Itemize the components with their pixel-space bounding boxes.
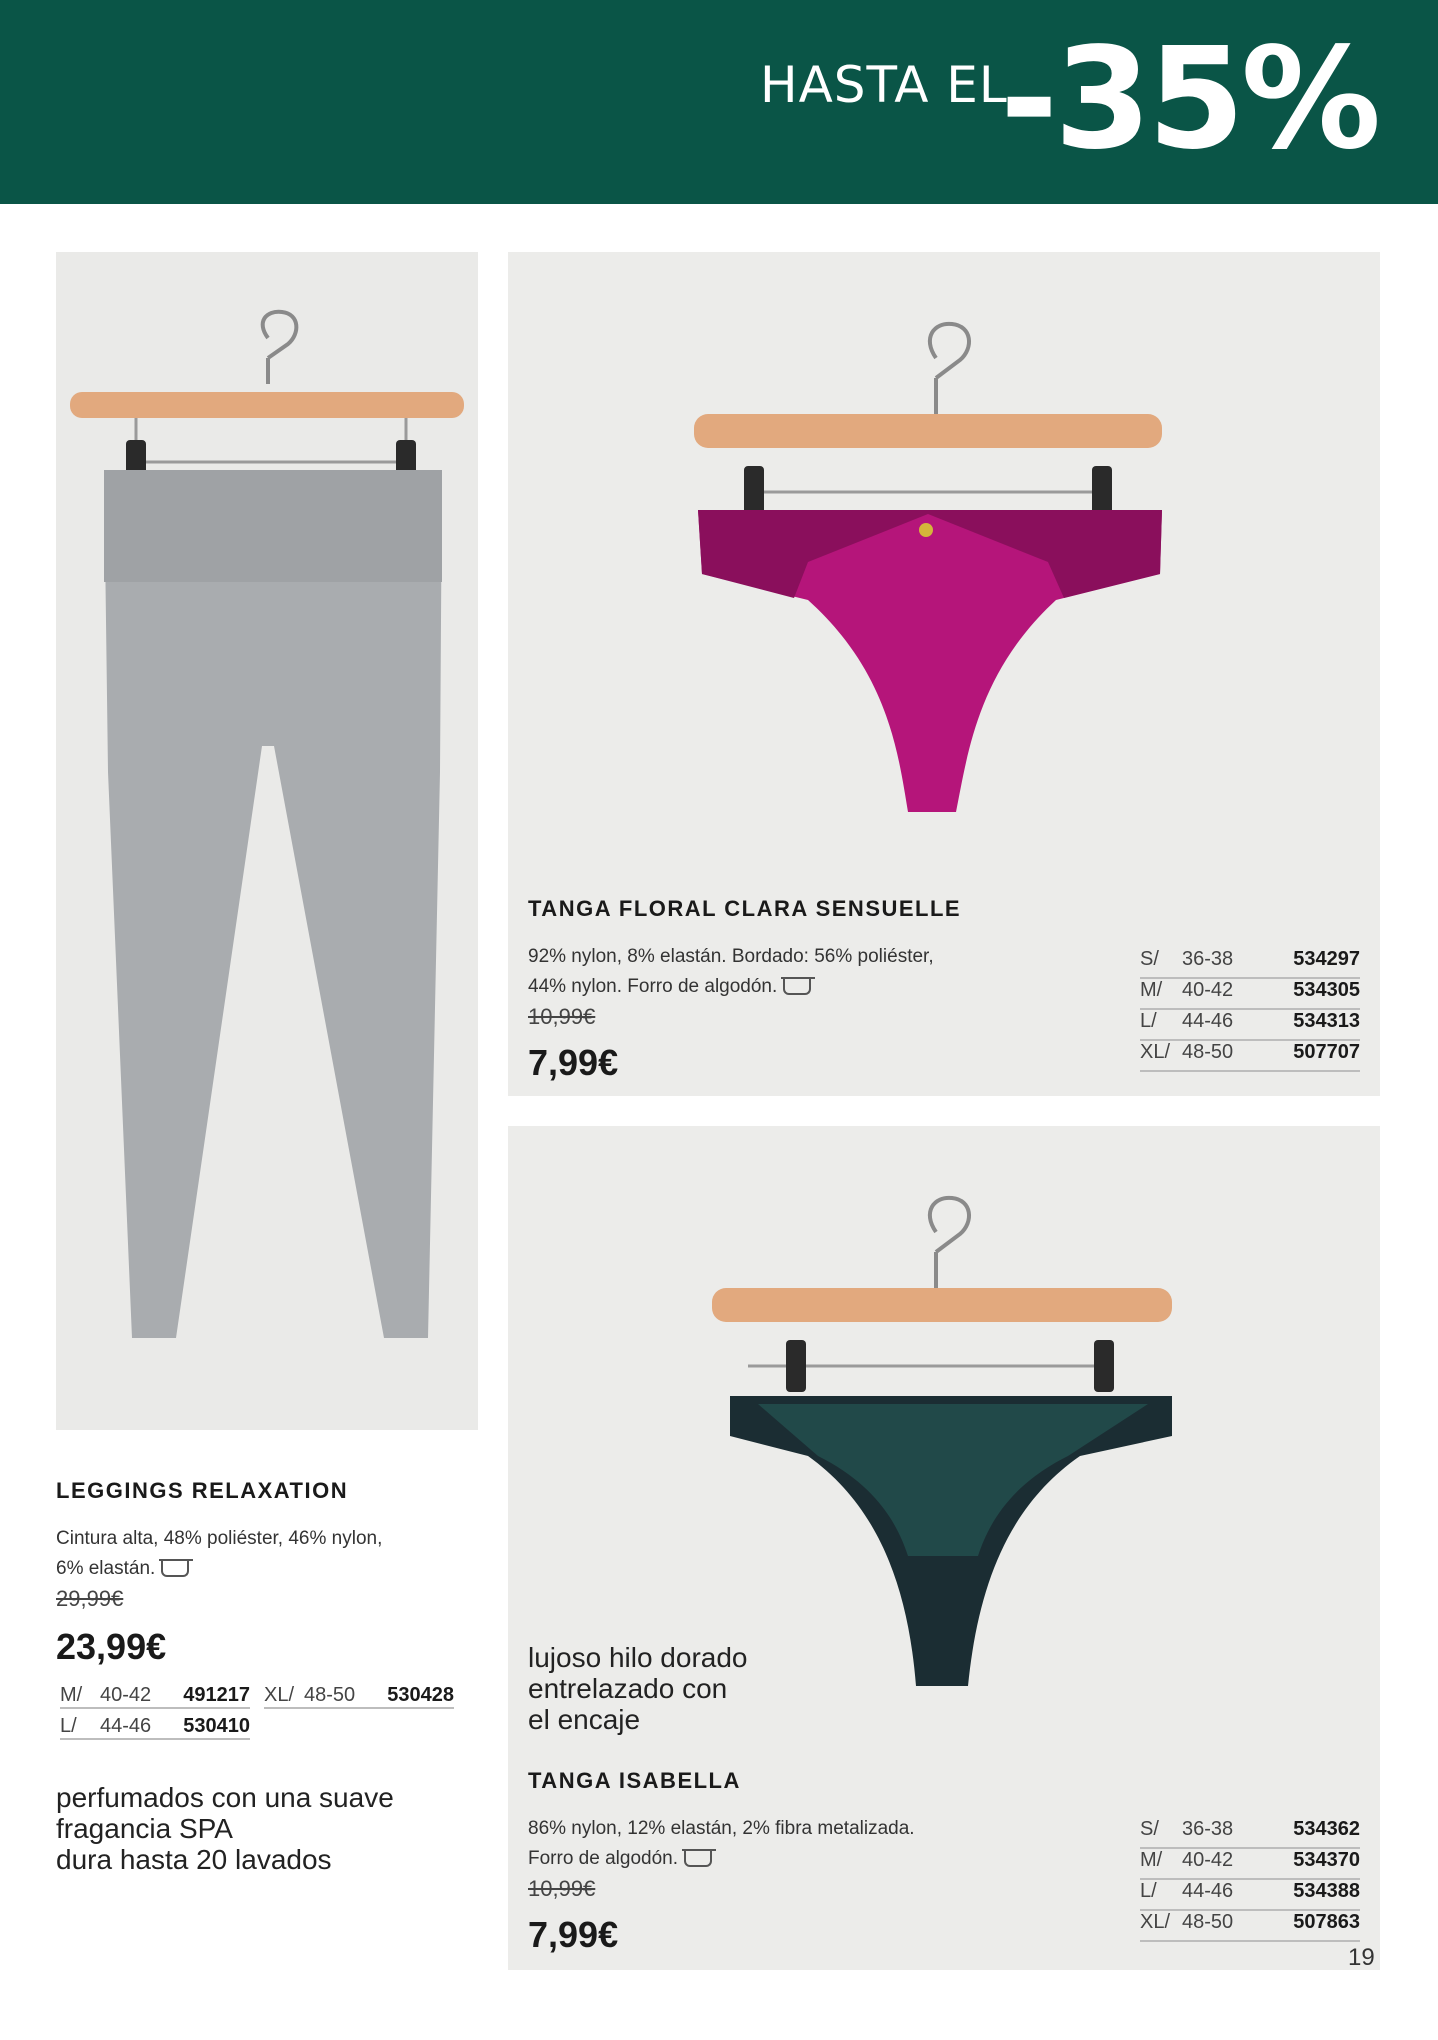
size-row: M/ 40-42 534370	[1140, 1849, 1360, 1880]
leggings-title: LEGGINGS RELAXATION	[56, 1478, 349, 1503]
size-row: L/ 44-46 530410	[60, 1715, 250, 1740]
tanga-isabella-old-price: 10,99€	[528, 1876, 596, 1901]
size-row: M/ 40-42 491217	[60, 1684, 250, 1709]
hand-wash-icon	[161, 1559, 189, 1577]
tanga-isabella-description: 86% nylon, 12% elastán, 2% fibra metalizada. Forro de algodón.	[528, 1818, 915, 1869]
tanga-clara-price: 7,99€	[528, 1042, 619, 1083]
tanga-isabella-title: TANGA ISABELLA	[528, 1768, 741, 1793]
size-row: XL/ 48-50 507707	[1140, 1041, 1360, 1072]
hand-wash-icon	[783, 977, 811, 995]
tanga-clara-description: 92% nylon, 8% elastán. Bordado: 56% poliéster, 44% nylon. Forro de algodón.	[528, 946, 934, 997]
tanga-clara-size-table	[1140, 948, 1360, 1072]
size-row: L/ 44-46 534388	[1140, 1880, 1360, 1911]
leggings-old-price: 29,99€	[56, 1586, 124, 1611]
tanga-isabella-price: 7,99€	[528, 1914, 619, 1955]
leggings-size-table	[60, 1684, 468, 1746]
page-number: 19	[1348, 1944, 1375, 1971]
size-row: XL/ 48-50 530428	[264, 1684, 454, 1709]
hand-wash-icon	[684, 1849, 712, 1867]
leggings-price: 23,99€	[56, 1626, 167, 1667]
tanga-isabella-callout: lujoso hilo dorado entrelazado con el encaje	[528, 1642, 748, 1735]
size-row: L/ 44-46 534313	[1140, 1010, 1360, 1041]
leggings-photo	[56, 252, 478, 1430]
tanga-isabella-size-table	[1140, 1818, 1360, 1942]
size-row: S/ 36-38 534362	[1140, 1818, 1360, 1849]
leggings-description: Cintura alta, 48% poliéster, 46% nylon, 6% elastán.	[56, 1528, 383, 1579]
banner-prefix: HASTA EL	[760, 56, 1008, 114]
size-row: XL/ 48-50 507863	[1140, 1911, 1360, 1942]
tanga-clara-old-price: 10,99€	[528, 1004, 596, 1029]
size-row: S/ 36-38 534297	[1140, 948, 1360, 979]
size-row: M/ 40-42 534305	[1140, 979, 1360, 1010]
banner-discount: -35%	[1000, 18, 1378, 181]
promo-banner	[0, 0, 1438, 204]
leggings-tagline: perfumados con una suave fragancia SPA dura hasta 20 lavados	[56, 1782, 394, 1875]
tanga-clara-title: TANGA FLORAL CLARA SENSUELLE	[528, 896, 962, 921]
